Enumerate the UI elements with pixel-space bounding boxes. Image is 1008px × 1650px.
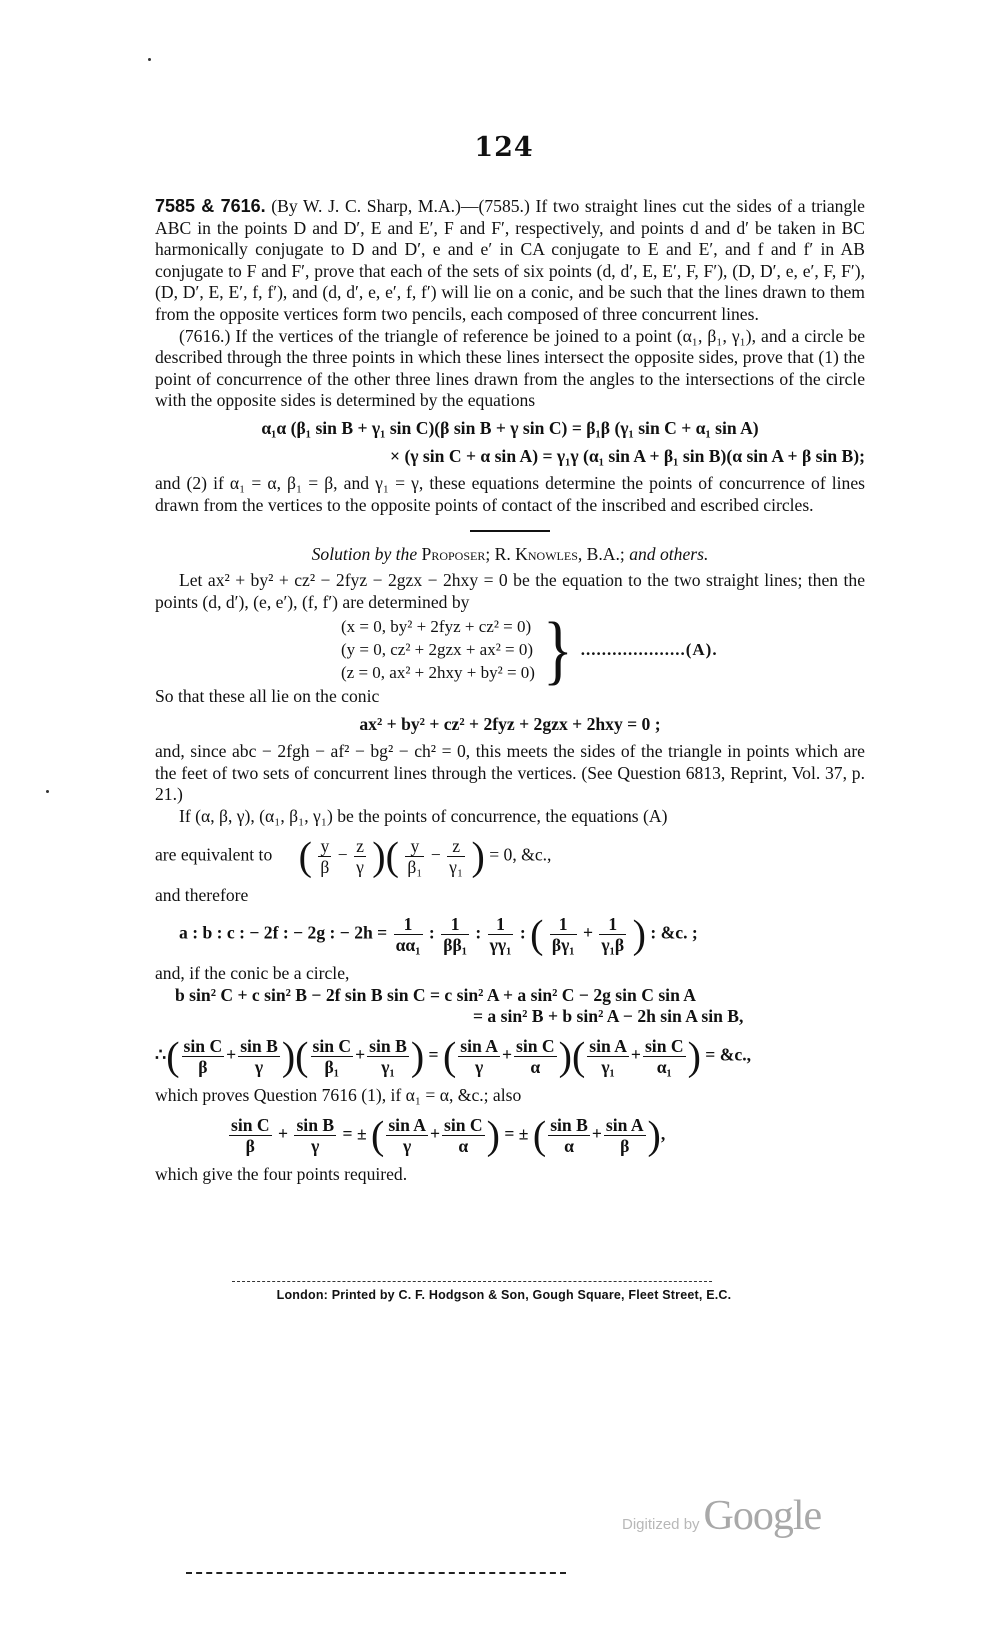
circle-condition-2: = a sin² B + b sin² A − 2h sin A sin B,: [473, 1006, 744, 1027]
if-circle: and, if the conic be a circle,: [155, 963, 350, 984]
solution-para-3: and, since abc − 2fgh − af² − bg² − ch² = 0, this meets the sides of the triangle in points which are the feet of two sets of concurrent lines through the vertices. (See Question 6813, Reprint, Vol. 37, p. 21.): [155, 741, 865, 805]
equivalent-suffix: = 0, &c.,: [489, 844, 552, 865]
problem-7616-continuation: and (2) if α₁ = α, β₁ = β, and γ₁ = γ, these equations determine the points of concurrence of lines drawn from the vertices to the opposite points of contact of the inscribed and escribed circles.: [155, 473, 865, 515]
solution-heading-prefix: Solution by the: [311, 544, 418, 565]
section-divider: [470, 530, 550, 532]
problem-7585-label: —(7585.): [460, 196, 530, 216]
solution-para-1: Let ax² + by² + cz² − 2fyz − 2gzx − 2hxy = 0 be the equation to the two straight lines; then the points (d, d′), (e, e′), (f, f′) are determined by: [155, 569, 865, 612]
problem-7585: [155, 196, 865, 326]
frac-y-beta: $\frac{y}{\beta}$: [320, 835, 330, 877]
conic-equation: ax² + by² + cz² + 2fyz + 2gzx + 2hxy = 0 ;: [359, 713, 661, 734]
ratio-suffix: : &c. ;: [650, 922, 698, 943]
equation-7616-line1: α₁α (β₁ sin B + γ₁ sin C)(β sin B + γ sin C) = β₁β (γ₁ sin C + α₁ sin A): [261, 417, 759, 438]
bottom-rule: [186, 1572, 566, 1574]
speck: [148, 58, 151, 61]
proves-line: which proves Question 7616 (1), if α₁ = α, &c.; also: [155, 1085, 522, 1106]
system-line-1: (x = 0, by² + 2fyz + cz² = 0): [341, 617, 532, 637]
system-line-2: (y = 0, cz² + 2gzx + ax² = 0): [341, 640, 534, 660]
digitized-by-text: Digitized by: [622, 1516, 700, 1533]
solution-heading-knowles: ; R. Knowles, B.A.;: [485, 544, 625, 565]
frac-z-gamma: $\frac{z}{\gamma}$: [356, 835, 364, 877]
plus-minus-equation: $\frac{\text{sin C}}{\beta}$ + $\frac{\text{sin B}}{\gamma}$ = ± ( $\frac{\text{sin A}}{\gamma}$ + $\frac{\text{sin C}}{\alpha}$ ) = ± ( $\frac{\text{sin B}}{\alpha}$ + $\frac{\text{sin A}}{\beta}$ ),: [231, 1112, 666, 1158]
system-label: ....................(A).: [580, 639, 718, 659]
speck: [46, 790, 49, 793]
circle-condition-1: b sin² C + c sin² B − 2f sin B sin C = c sin² A + a sin² C − 2g sin C sin A: [175, 984, 696, 1005]
solution-para-2: So that these all lie on the conic: [155, 686, 380, 707]
page-number: 124: [474, 132, 534, 163]
solution-heading-suffix: and others.: [624, 544, 709, 565]
google-logo: Google: [703, 1493, 822, 1539]
printer-footer: London: Printed by C. F. Hodgson & Son, Gough Square, Fleet Street, E.C.: [276, 1288, 732, 1302]
problem-7616: (7616.) If the vertices of the triangle of reference be joined to a point (α₁, β₁, γ₁), and a circle be described through the three points in which these lines intersect the opposite sides, prove that (1) the point of concurrence of the other three lines drawn from the angles to the intersections of the circle with the opposite sides is determined by the equations: [155, 325, 865, 411]
and-therefore: and therefore: [155, 884, 249, 905]
frac-y-beta1: $\frac{y}{\text{β₁}}$: [407, 835, 423, 877]
final-line: which give the four points required.: [155, 1163, 408, 1184]
solution-heading-proposer: Proposer: [421, 544, 486, 565]
google-watermark: [622, 1492, 821, 1540]
equation-system-lines: [341, 615, 535, 684]
problem-author: (By W. J. C. Sharp, M.A.): [271, 196, 461, 216]
ratio-equation: a : b : c : − 2f : − 2g : − 2h = $\frac{1}{\text{αα₁}}$ : $\frac{1}{\text{ββ₁}}$ : $\frac{1}{\text{γγ₁}}$ : ( $\frac{1}{\text{βγ₁}}$ + $\frac{1}{\text{γ₁β}}$ ) : &c. ;: [179, 911, 698, 957]
footer-rule: [232, 1281, 712, 1282]
equivalent-line: are equivalent to ( $\frac{y}{\beta}$ − $\frac{z}{\gamma}$ )( $\frac{y}{\text{β₁}}$ − $\frac{z}{\text{γ₁}}$ ) = 0, &c.,: [155, 833, 552, 879]
therefore-equation: ∴( $\frac{\text{sin C}}{\beta}$ + $\frac{\text{sin B}}{\gamma}$ )( $\frac{\text{sin C}}{\text{β₁}}$ + $\frac{\text{sin B}}{\text{γ₁}}$ ) = ( $\frac{\text{sin A}}{\gamma}$ + $\frac{\text{sin C}}{\alpha}$ )( $\frac{\text{sin A}}{\text{γ₁}}$ + $\frac{\text{sin C}}{\text{α₁}}$ ) = &c.,: [155, 1033, 751, 1079]
solution-heading: [155, 544, 865, 566]
system-line-3: (z = 0, ax² + 2hxy + by² = 0): [341, 663, 535, 683]
ratio-lhs: a : b : c : − 2f : − 2g : − 2h =: [179, 922, 388, 943]
equation-7616-line2: × (γ sin C + α sin A) = γ₁γ (α₁ sin A + β₁ sin B)(α sin A + β sin B);: [390, 445, 865, 466]
frac-z-gamma1: $\frac{z}{\text{γ₁}}$: [449, 835, 464, 877]
right-brace: }: [542, 607, 573, 693]
equation-system-A: [341, 607, 865, 693]
problem-numbers: 7585 & 7616.: [155, 196, 266, 216]
solution-para-4: If (α, β, γ), (α₁, β₁, γ₁) be the points of concurrence, the equations (A): [179, 806, 668, 827]
page-body: [155, 196, 865, 1185]
equivalent-prefix: are equivalent to: [155, 844, 273, 865]
problem-7585-text: If two straight lines cut the sides of a triangle ABC in the points D and D′, E and E′, F and F′, respectively, and points d and d′ be taken in BC harmonically conjugate to D and D′, e and e′ in CA conjugate to E and E′, and f and f′ in AB conjugate to F and F′, prove that each of the sets of six points (d, d′, E, E′, F, F′), (D, D′, e, e′, F, F′), (D, D′, E, E′, f, f′), and (d, d′, e, e′, f, f′) will lie on a conic, and be such that the lines drawn to them from the opposite vertices form two pencils, each composed of three concurrent lines.: [155, 196, 865, 324]
